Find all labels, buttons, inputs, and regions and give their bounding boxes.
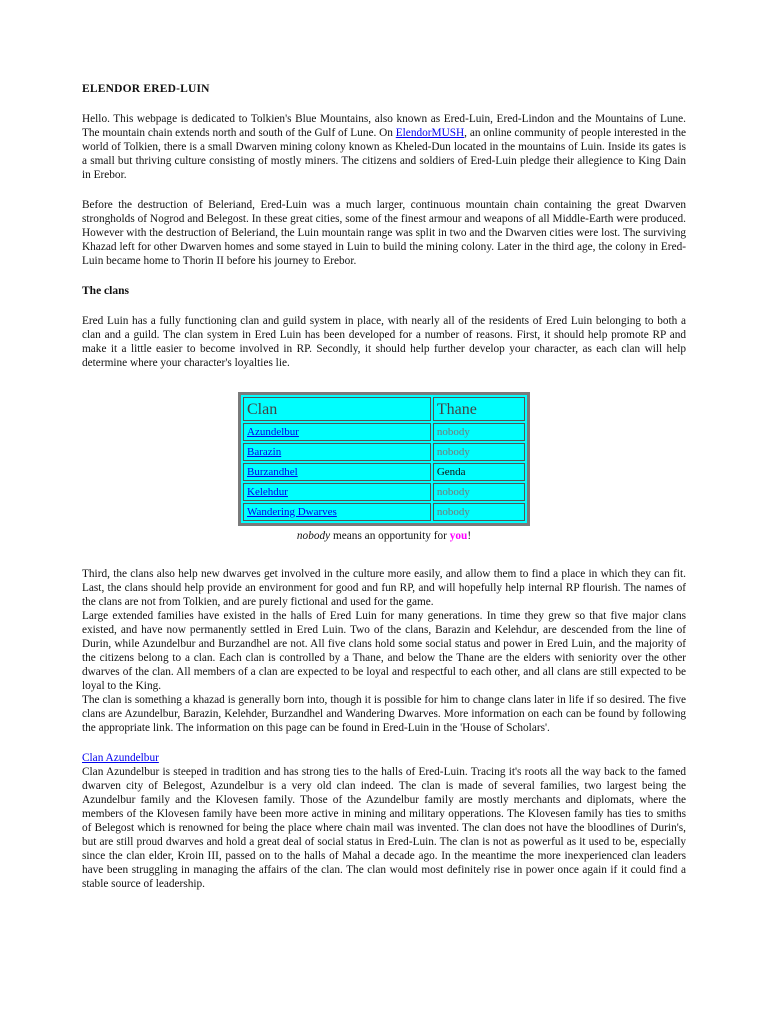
clan-link-barazin[interactable]: Barazin xyxy=(247,445,282,458)
clan-link-burzandhel[interactable]: Burzandhel xyxy=(247,465,298,478)
thane-cell: Genda xyxy=(433,463,525,481)
thane-cell: nobody xyxy=(433,503,525,521)
clans-intro-paragraph: Ered Luin has a fully functioning clan and guild system in place, with nearly all of the residents of Ered Luin belonging to both a clan and a guild. The clan system in Ered Luin has been developed for a number of reasons. First, it should help promote RP and make it a little easier to become involved in RP. Secondly, it should help further develop your character, as each clan will help determine where your character's loyalties lie. xyxy=(82,315,686,369)
caption-middle: means an opportunity for xyxy=(330,530,450,542)
clans-details xyxy=(82,567,686,891)
table-row xyxy=(243,503,525,521)
table-row xyxy=(243,463,525,481)
intro-paragraph xyxy=(82,112,686,182)
table-row xyxy=(243,443,525,461)
table-row xyxy=(243,483,525,501)
thane-cell: nobody xyxy=(433,483,525,501)
thane-cell: nobody xyxy=(433,423,525,441)
intro-text-1: Hello. This webpage is dedicated to Tolkien's Blue Mountains, also known as Ered-Luin, Ered-Lindon and the Mountains of Lune. The mountain chain extends north and south of the Gulf of Lune. On xyxy=(82,113,686,139)
caption-you: you xyxy=(449,530,468,542)
clan-table-container xyxy=(82,392,686,543)
azundelbur-paragraph: Clan Azundelbur is steeped in tradition and has strong ties to the halls of Ered-Luin. Tracing it's roots all the way back to the famed dwarven city of Belegost, Azundelbur is a very old clan indeed. The clan is made of several families, two largest being the Azundelbur family and the Klovesen family. Those of the Azundelbur family are mostly merchants and diplomats, where the members of the Klovesen family have been more active in mining and military opperations. The Klovesen family has ties to smiths of Belegost which is renowned for being the place where chain mail was invented. The clan does not have the bloodlines of Durin's, but are still proud dwarves and hold a great deal of social status in Ered-Luin. The clan is not as powerful as it used to be, especially since the clan elder, Kroin III, passed on to the halls of Mahal a decade ago. In the meantime the more inexperienced clan leaders have been struggling in managing the affairs of the clan. The clan would most definitely rise in power once again if it could find a stable source of leadership. xyxy=(82,766,686,890)
born-paragraph: The clan is something a khazad is generally born into, though it is possible for him to change clans later in life if so desired. The five clans are Azundelbur, Barazin, Kelehder, Burzandhel and Wandering Dwarves. More information on each can be found by following the appropriate link. The information on this page can be found in Ered-Luin in the 'House of Scholars'. xyxy=(82,694,686,734)
clan-azundelbur-heading-link[interactable]: Clan Azundelbur xyxy=(82,752,159,764)
page-title: ELENDOR ERED-LUIN xyxy=(82,83,210,95)
clan-link-kelehdur[interactable]: Kelehdur xyxy=(247,485,288,498)
third-paragraph: Third, the clans also help new dwarves get involved in the culture more easily, and allow them to find a place in which they can fit. Last, the clans should help provide an environment for good and fun RP, and will hopefully help internal RP flourish. The names of the clans are not from Tolkien, and are purely fictional and used for the game. xyxy=(82,568,686,608)
caption-end: ! xyxy=(467,530,472,542)
clan-table xyxy=(238,392,530,526)
thane-column-header: Thane xyxy=(433,397,525,421)
table-row xyxy=(243,423,525,441)
caption-nobody: nobody xyxy=(296,530,331,542)
thane-cell: nobody xyxy=(433,443,525,461)
elendormush-link[interactable]: ElendorMUSH xyxy=(395,127,465,139)
clans-heading: The clans xyxy=(82,285,129,297)
document-page xyxy=(82,82,686,891)
clan-column-header: Clan xyxy=(243,397,431,421)
history-paragraph: Before the destruction of Beleriand, Ered-Luin was a much larger, continuous mountain chain containing the great Dwarven strongholds of Nogrod and Belegost. In these great cities, some of the finest armour and weapons of all Middle-Earth were produced. However with the destruction of Beleriand, the Luin mountain range was split in two and the Dwarven cities were lost. The surviving Khazad left for other Dwarven homes and some stayed in Luin to build the mining colony. Later in the third age, the colony in Ered-Luin became home to Thorin II before his journey to Erebor. xyxy=(82,199,686,267)
clan-link-azundelbur[interactable]: Azundelbur xyxy=(247,425,299,438)
clan-table-header xyxy=(243,397,525,421)
intro-text-2: , an online community of people interested in the world of Tolkien, there is a small Dwarven mining colony known as Kheled-Dun located in the mountains of Luin. Inside its gates is a small but thriving culture consisting of mostly miners. The citizens and soldiers of Ered-Luin pledge their allegience to King Dain in Erebor. xyxy=(82,127,686,181)
families-paragraph: Large extended families have existed in the halls of Ered Luin for many generations. In time they grew so that five major clans existed, and have now permanently settled in Ered Luin. Two of the clans, Barazin and Kelehdur, are descended from the line of Durin, while Azundelbur and Burzandhel are not. All five clans hold some social status and power in Ered Luin, and the majority of the citizens belong to a clan. Each clan is controlled by a Thane, and below the Thane are the elders with seniority over the other dwarves of the clan. All members of a clan are expected to be loyal and respectful to each other, and all clans are still expected to be loyal to the King. xyxy=(82,610,686,692)
table-caption xyxy=(297,529,471,543)
clan-link-wandering-dwarves[interactable]: Wandering Dwarves xyxy=(247,505,337,518)
